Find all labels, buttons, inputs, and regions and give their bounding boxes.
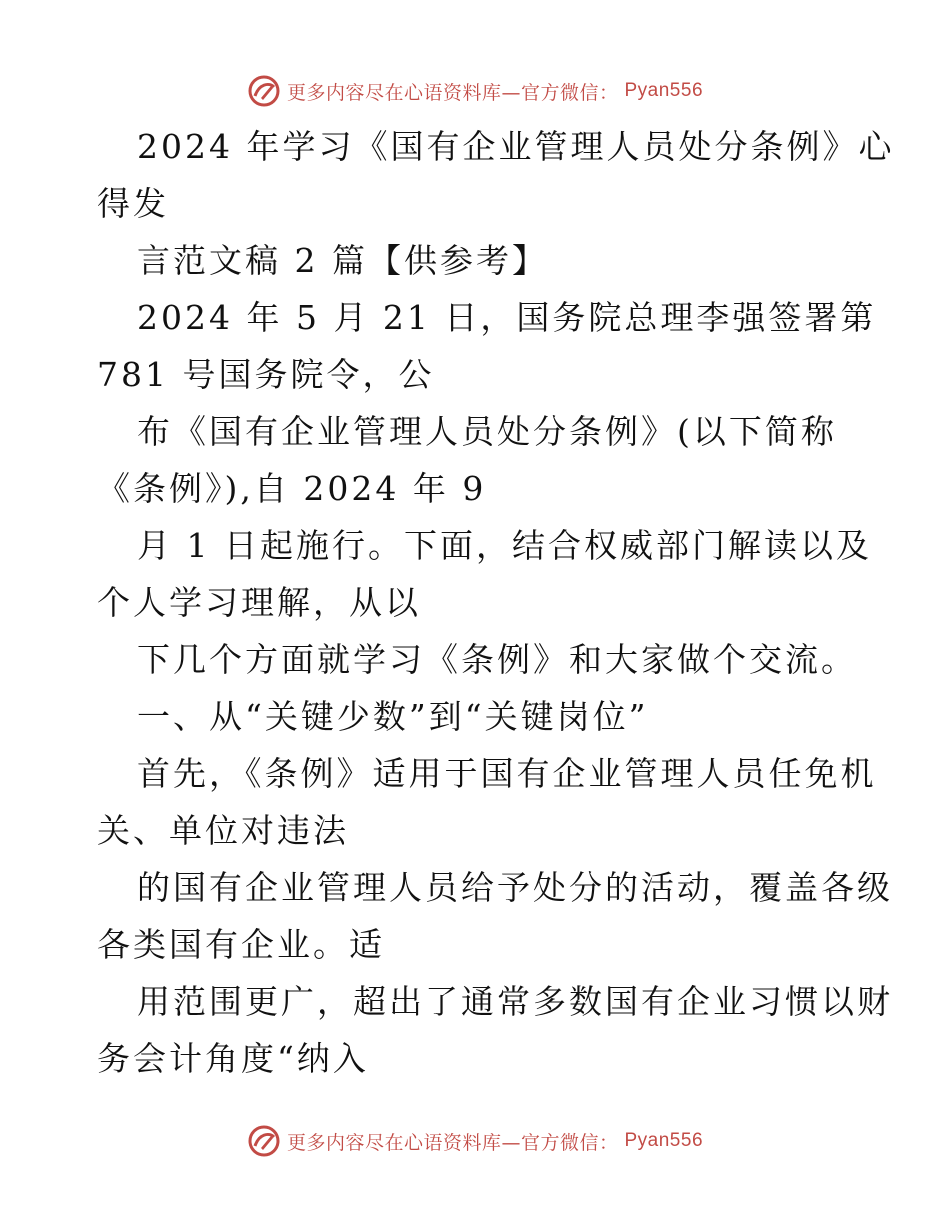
watermark-text: 更多内容尽在心语资料库—官方微信： (286, 1131, 619, 1154)
text-line: 布《国有企业管理人员处分条例》(以下简称 (137, 412, 837, 451)
header-watermark (0, 74, 950, 108)
section-heading: 一、从“关键少数”到“关键岗位” (137, 697, 649, 736)
text-line: 下几个方面就学习《条例》和大家做个交流。 (137, 640, 857, 679)
document-body (97, 118, 895, 1087)
text-line: 的国有企业管理人员给予处分的活动，覆盖各级 (137, 868, 893, 907)
text-line: 2024 年 5 月 21 日，国务院总理李强签署第 (137, 298, 877, 337)
text-line: 得发 (97, 184, 169, 223)
text-line: 首先，《条例》适用于国有企业管理人员任免机 (137, 754, 877, 793)
watermark-wechat-id: Pyan556 (624, 80, 704, 101)
text-line: 2024 年学习《国有企业管理人员处分条例》心 (137, 127, 895, 166)
text-line: 言范文稿 2 篇【供参考】 (137, 241, 548, 280)
text-line: 个人学习理解，从以 (97, 583, 421, 622)
text-line: 《条例》),自 2024 年 9 (97, 469, 487, 508)
pen-swirl-logo-icon (247, 1124, 281, 1158)
text-line: 关、单位对违法 (97, 811, 349, 850)
text-line: 781 号国务院令，公 (97, 355, 435, 394)
text-line: 务会计角度“纳入 (97, 1039, 369, 1078)
pen-swirl-logo-icon (247, 74, 281, 108)
text-line: 月 1 日起施行。下面，结合权威部门解读以及 (137, 526, 872, 565)
watermark-wechat-id: Pyan556 (624, 1130, 704, 1151)
text-line: 各类国有企业。适 (97, 925, 385, 964)
footer-watermark (0, 1124, 950, 1158)
watermark-text: 更多内容尽在心语资料库—官方微信： (286, 81, 619, 104)
text-line: 用范围更广，超出了通常多数国有企业习惯以财 (137, 982, 893, 1021)
